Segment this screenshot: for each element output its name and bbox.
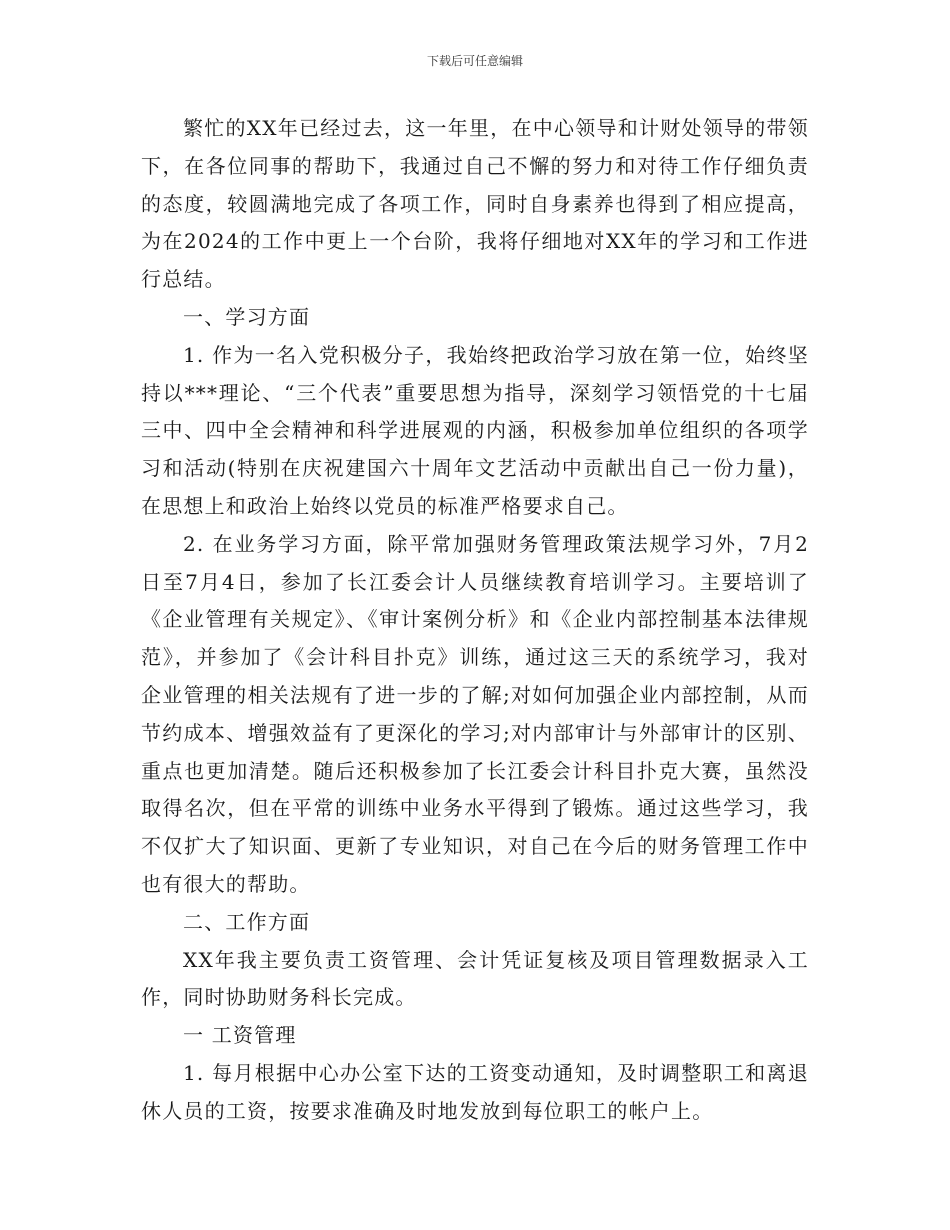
salary-paragraph-1: 1. 每月根据中心办公室下达的工资变动通知，及时调整职工和离退休人员的工资，按要求准确及时地发放到每位职工的帐户上。 [141, 1060, 809, 1123]
study-paragraph-1: 1. 作为一名入党积极分子，我始终把政治学习放在第一位，始终坚持以***理论、“三个代表”重要思想为指导，深刻学习领悟党的十七届三中、四中全会精神和科学进展观的内涵，积极参加单位组织的各项学习和活动(特别在庆祝建国六十周年文艺活动中贡献出自己一份力量)，在思想上和政治上始终以党员的标准严格要求自己。 [141, 342, 809, 518]
study-paragraph-2: 2. 在业务学习方面，除平常加强财务管理政策法规学习外，7月2日至7月4日，参加了长江委会计人员继续教育培训学习。主要培训了《企业管理有关规定》、《审计案例分析》和《企业内部控制基本法律规范》，并参加了《会计科目扑克》训练，通过这三天的系统学习，我对企业管理的相关法规有了进一步的了解;对如何加强企业内部控制，从而节约成本、增强效益有了更深化的学习;对内部审计与外部审计的区别、重点也更加清楚。随后还积极参加了长江委会计科目扑克大赛，虽然没取得名次，但在平常的训练中业务水平得到了锻炼。通过这些学习，我不仅扩大了知识面、更新了专业知识，对自己在今后的财务管理工作中也有很大的帮助。 [141, 531, 809, 896]
subsection-heading-salary: 一 工资管理 [183, 1023, 297, 1048]
work-paragraph: XX年我主要负责工资管理、会计凭证复核及项目管理数据录入工作，同时协助财务科长完成。 [141, 947, 809, 1010]
intro-paragraph: 繁忙的XX年已经过去，这一年里，在中心领导和计财处领导的带领下，在各位同事的帮助下，我通过自己不懈的努力和对待工作仔细负责的态度，较圆满地完成了各项工作，同时自身素养也得到了相应提高，为在2024的工作中更上一个台阶，我将仔细地对XX年的学习和工作进行总结。 [141, 116, 809, 292]
section-heading-work: 二、工作方面 [183, 909, 311, 934]
page-header: 下载后可任意编辑 [426, 54, 523, 68]
section-heading-study: 一、学习方面 [183, 304, 311, 329]
document-body [141, 110, 809, 1131]
